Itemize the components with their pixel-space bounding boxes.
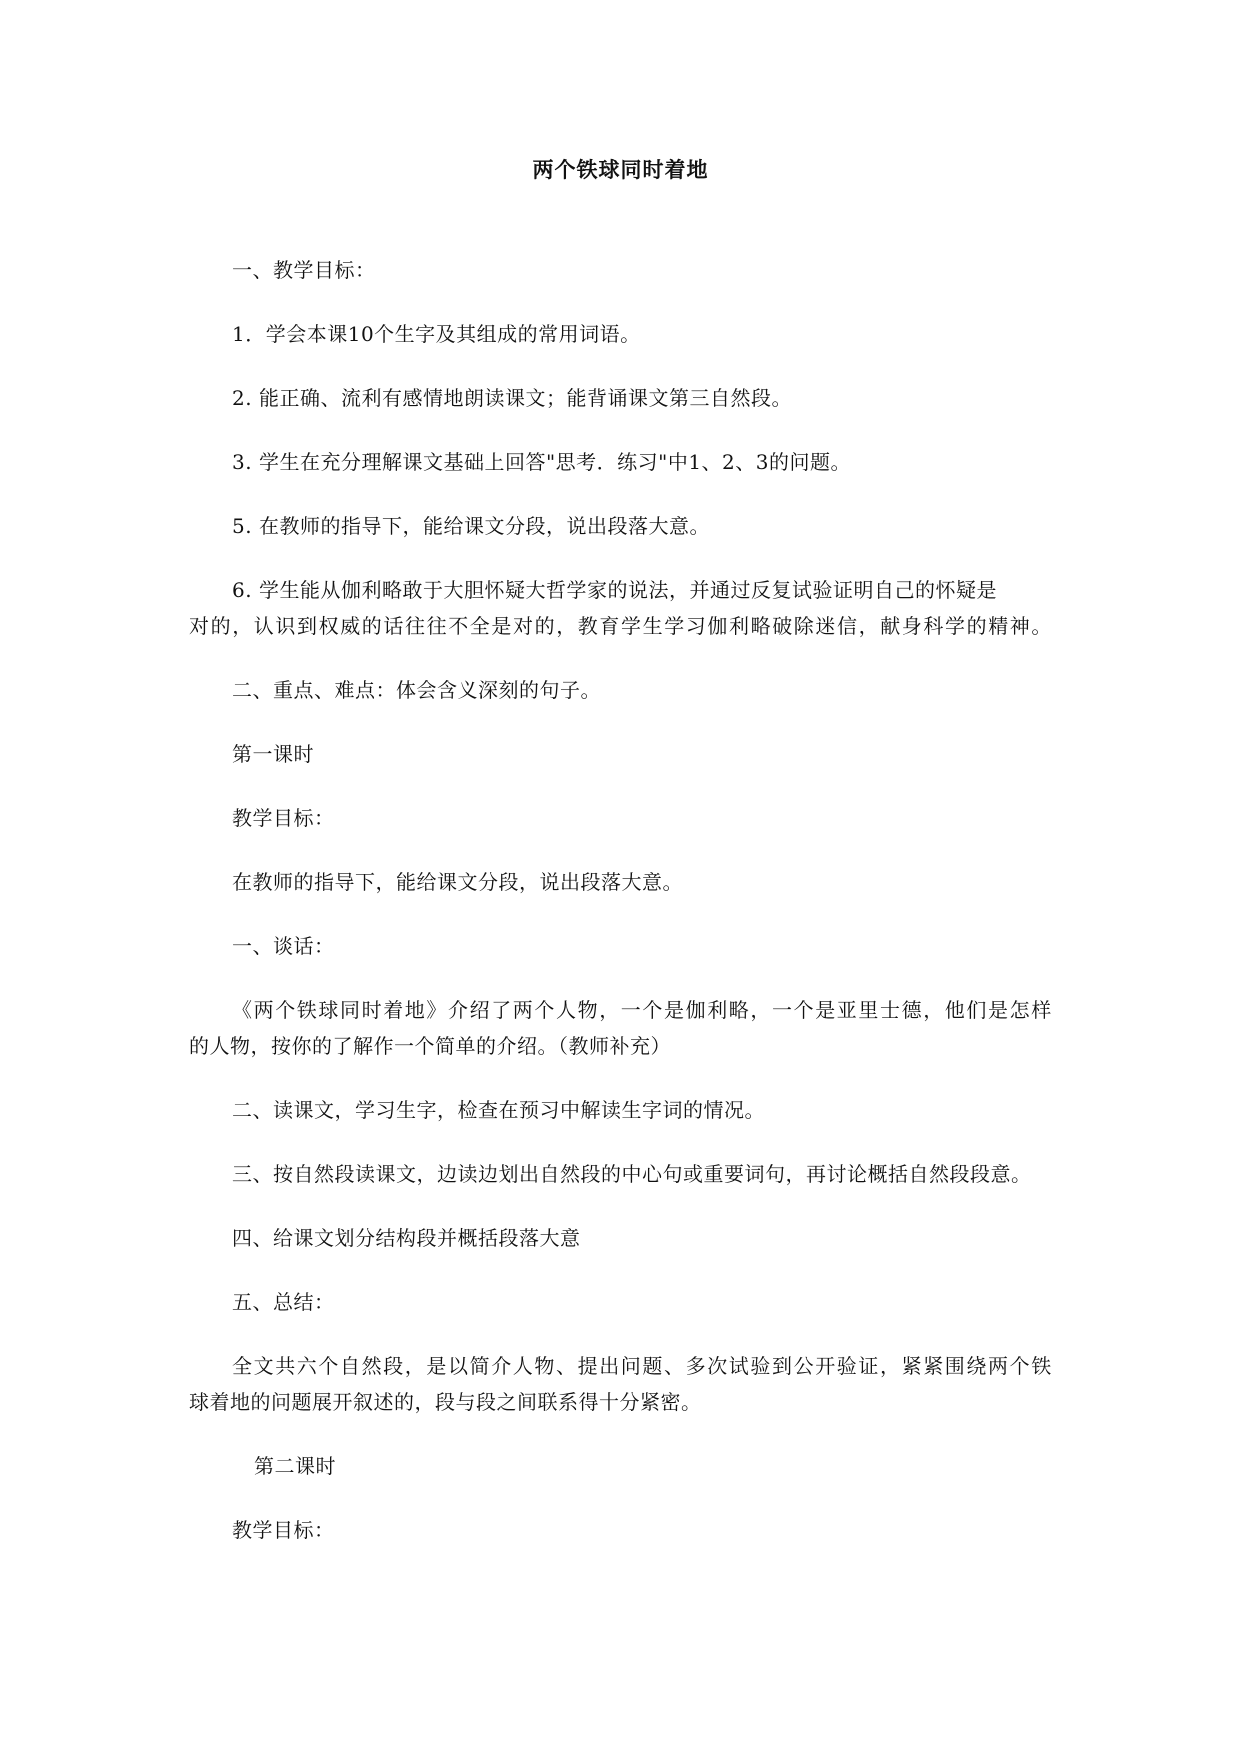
objective-item-6: 6. 学生能从伽利略敢于大胆怀疑大哲学家的说法，并通过反复试验证明自己的怀疑是 xyxy=(232,578,997,602)
objective-item-3: 3. 学生在充分理解课文基础上回答"思考．练习"中1、2、3的问题。 xyxy=(232,450,852,474)
step-read-text: 二、读课文，学习生字，检查在预习中解读生字词的情况。 xyxy=(232,1098,765,1122)
objective-item-5: 5. 在教师的指导下，能给课文分段，说出段落大意。 xyxy=(232,514,710,538)
section-heading-objectives: 一、教学目标： xyxy=(232,258,376,282)
step-divide-structure: 四、给课文划分结构段并概括段落大意 xyxy=(232,1226,581,1250)
document-title: 两个铁球同时着地 xyxy=(532,158,709,182)
talk-paragraph-continued: 的人物，按你的了解作一个简单的介绍。（教师补充） xyxy=(189,1034,671,1058)
objective-item-6-continued: 对的，认识到权威的话往往不全是对的，教育学生学习伽利略破除迷信，献身科学的精神。 xyxy=(189,614,1053,638)
lesson-heading-second: 第二课时 xyxy=(254,1454,336,1478)
step-read-paragraphs: 三、按自然段读课文，边读边划出自然段的中心句或重要词句，再讨论概括自然段段意。 xyxy=(232,1162,1032,1186)
step-summary-heading: 五、总结： xyxy=(232,1290,335,1314)
lesson-objective-heading: 教学目标： xyxy=(232,806,335,830)
summary-paragraph: 全文共六个自然段，是以简介人物、提出问题、多次试验到公开验证，紧紧围绕两个铁 xyxy=(232,1354,1053,1378)
summary-paragraph-continued: 球着地的问题展开叙述的，段与段之间联系得十分紧密。 xyxy=(189,1390,702,1414)
lesson-objective-heading-second: 教学目标： xyxy=(232,1518,335,1542)
step-heading-talk: 一、谈话： xyxy=(232,934,335,958)
lesson-objective-text: 在教师的指导下，能给课文分段，说出段落大意。 xyxy=(232,870,683,894)
objective-item-1: 1．学会本课10个生字及其组成的常用词语。 xyxy=(232,322,641,346)
objective-item-2: 2. 能正确、流利有感情地朗读课文；能背诵课文第三自然段。 xyxy=(232,386,792,410)
talk-paragraph: 《两个铁球同时着地》介绍了两个人物，一个是伽利略，一个是亚里士德，他们是怎样 xyxy=(232,998,1053,1022)
lesson-heading-first: 第一课时 xyxy=(232,742,314,766)
section-heading-key-points: 二、重点、难点：体会含义深刻的句子。 xyxy=(232,678,601,702)
